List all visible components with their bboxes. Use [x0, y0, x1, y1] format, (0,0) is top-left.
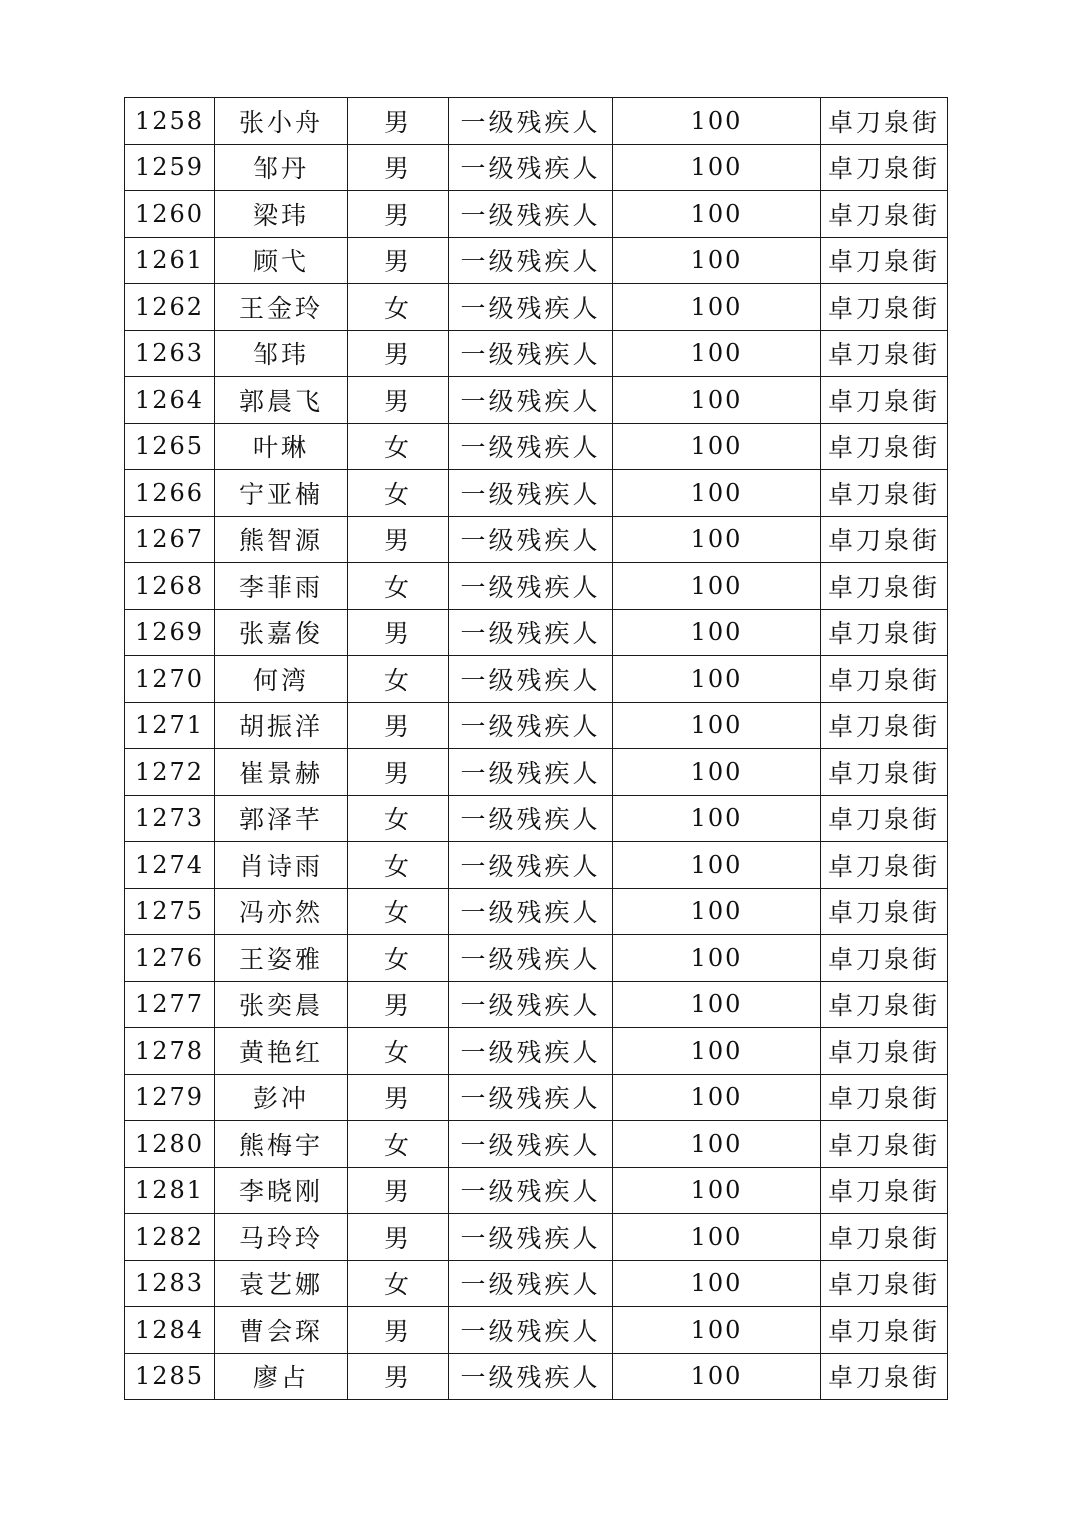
- name-cell: 王金玲: [215, 284, 348, 331]
- roster-table: [124, 97, 948, 1400]
- name-cell: 李晓刚: [215, 1167, 348, 1214]
- row-number-cell: 1259: [125, 144, 215, 191]
- gender-cell: 女: [348, 842, 449, 889]
- street-cell: 卓刀泉街: [821, 609, 948, 656]
- amount-cell: 100: [613, 981, 821, 1028]
- amount-cell: 100: [613, 935, 821, 982]
- name-cell: 肖诗雨: [215, 842, 348, 889]
- table-row: [125, 935, 948, 982]
- table-row: [125, 144, 948, 191]
- row-number-cell: 1285: [125, 1353, 215, 1400]
- table-row: [125, 795, 948, 842]
- street-cell: 卓刀泉街: [821, 191, 948, 238]
- table-row: [125, 749, 948, 796]
- disability-level-cell: 一级残疾人: [449, 935, 613, 982]
- table-row: [125, 1074, 948, 1121]
- name-cell: 曹会琛: [215, 1307, 348, 1354]
- gender-cell: 男: [348, 516, 449, 563]
- gender-cell: 男: [348, 98, 449, 145]
- name-cell: 黄艳红: [215, 1028, 348, 1075]
- street-cell: 卓刀泉街: [821, 842, 948, 889]
- disability-level-cell: 一级残疾人: [449, 1260, 613, 1307]
- gender-cell: 女: [348, 563, 449, 610]
- disability-level-cell: 一级残疾人: [449, 330, 613, 377]
- gender-cell: 女: [348, 935, 449, 982]
- amount-cell: 100: [613, 470, 821, 517]
- table-row: [125, 237, 948, 284]
- amount-cell: 100: [613, 609, 821, 656]
- gender-cell: 男: [348, 377, 449, 424]
- row-number-cell: 1280: [125, 1121, 215, 1168]
- gender-cell: 女: [348, 470, 449, 517]
- amount-cell: 100: [613, 842, 821, 889]
- amount-cell: 100: [613, 702, 821, 749]
- name-cell: 袁艺娜: [215, 1260, 348, 1307]
- row-number-cell: 1266: [125, 470, 215, 517]
- name-cell: 张小舟: [215, 98, 348, 145]
- street-cell: 卓刀泉街: [821, 749, 948, 796]
- amount-cell: 100: [613, 749, 821, 796]
- disability-level-cell: 一级残疾人: [449, 423, 613, 470]
- amount-cell: 100: [613, 1167, 821, 1214]
- table-row: [125, 98, 948, 145]
- amount-cell: 100: [613, 1214, 821, 1261]
- street-cell: 卓刀泉街: [821, 516, 948, 563]
- row-number-cell: 1279: [125, 1074, 215, 1121]
- street-cell: 卓刀泉街: [821, 1167, 948, 1214]
- table-row: [125, 330, 948, 377]
- disability-level-cell: 一级残疾人: [449, 1353, 613, 1400]
- name-cell: 张奕晨: [215, 981, 348, 1028]
- disability-level-cell: 一级残疾人: [449, 237, 613, 284]
- street-cell: 卓刀泉街: [821, 656, 948, 703]
- disability-level-cell: 一级残疾人: [449, 1028, 613, 1075]
- name-cell: 熊梅宇: [215, 1121, 348, 1168]
- name-cell: 梁玮: [215, 191, 348, 238]
- amount-cell: 100: [613, 284, 821, 331]
- disability-level-cell: 一级残疾人: [449, 1074, 613, 1121]
- disability-level-cell: 一级残疾人: [449, 749, 613, 796]
- gender-cell: 男: [348, 1214, 449, 1261]
- row-number-cell: 1265: [125, 423, 215, 470]
- table-row: [125, 702, 948, 749]
- row-number-cell: 1278: [125, 1028, 215, 1075]
- street-cell: 卓刀泉街: [821, 1028, 948, 1075]
- disability-level-cell: 一级残疾人: [449, 1307, 613, 1354]
- table-row: [125, 656, 948, 703]
- disability-level-cell: 一级残疾人: [449, 144, 613, 191]
- name-cell: 熊智源: [215, 516, 348, 563]
- street-cell: 卓刀泉街: [821, 795, 948, 842]
- gender-cell: 女: [348, 423, 449, 470]
- amount-cell: 100: [613, 1074, 821, 1121]
- table-row: [125, 191, 948, 238]
- disability-level-cell: 一级残疾人: [449, 981, 613, 1028]
- table-row: [125, 1167, 948, 1214]
- name-cell: 崔景赫: [215, 749, 348, 796]
- street-cell: 卓刀泉街: [821, 981, 948, 1028]
- row-number-cell: 1270: [125, 656, 215, 703]
- table-row: [125, 563, 948, 610]
- name-cell: 郭泽芊: [215, 795, 348, 842]
- street-cell: 卓刀泉街: [821, 377, 948, 424]
- row-number-cell: 1261: [125, 237, 215, 284]
- name-cell: 王姿雅: [215, 935, 348, 982]
- row-number-cell: 1281: [125, 1167, 215, 1214]
- name-cell: 张嘉俊: [215, 609, 348, 656]
- gender-cell: 男: [348, 1353, 449, 1400]
- disability-level-cell: 一级残疾人: [449, 609, 613, 656]
- disability-level-cell: 一级残疾人: [449, 191, 613, 238]
- gender-cell: 男: [348, 1307, 449, 1354]
- name-cell: 何湾: [215, 656, 348, 703]
- disability-level-cell: 一级残疾人: [449, 795, 613, 842]
- gender-cell: 女: [348, 1028, 449, 1075]
- gender-cell: 男: [348, 330, 449, 377]
- name-cell: 邹丹: [215, 144, 348, 191]
- name-cell: 胡振洋: [215, 702, 348, 749]
- row-number-cell: 1284: [125, 1307, 215, 1354]
- amount-cell: 100: [613, 191, 821, 238]
- street-cell: 卓刀泉街: [821, 1074, 948, 1121]
- gender-cell: 女: [348, 656, 449, 703]
- amount-cell: 100: [613, 1028, 821, 1075]
- table-row: [125, 377, 948, 424]
- street-cell: 卓刀泉街: [821, 888, 948, 935]
- gender-cell: 男: [348, 1167, 449, 1214]
- row-number-cell: 1263: [125, 330, 215, 377]
- row-number-cell: 1262: [125, 284, 215, 331]
- row-number-cell: 1267: [125, 516, 215, 563]
- gender-cell: 女: [348, 795, 449, 842]
- gender-cell: 男: [348, 702, 449, 749]
- table-row: [125, 516, 948, 563]
- street-cell: 卓刀泉街: [821, 144, 948, 191]
- gender-cell: 女: [348, 1260, 449, 1307]
- row-number-cell: 1282: [125, 1214, 215, 1261]
- row-number-cell: 1275: [125, 888, 215, 935]
- row-number-cell: 1260: [125, 191, 215, 238]
- row-number-cell: 1258: [125, 98, 215, 145]
- name-cell: 冯亦然: [215, 888, 348, 935]
- row-number-cell: 1268: [125, 563, 215, 610]
- table-row: [125, 284, 948, 331]
- street-cell: 卓刀泉街: [821, 1214, 948, 1261]
- name-cell: 叶琳: [215, 423, 348, 470]
- disability-level-cell: 一级残疾人: [449, 563, 613, 610]
- table-row: [125, 1214, 948, 1261]
- street-cell: 卓刀泉街: [821, 1260, 948, 1307]
- street-cell: 卓刀泉街: [821, 702, 948, 749]
- gender-cell: 男: [348, 749, 449, 796]
- gender-cell: 男: [348, 1074, 449, 1121]
- gender-cell: 女: [348, 888, 449, 935]
- disability-level-cell: 一级残疾人: [449, 1167, 613, 1214]
- row-number-cell: 1271: [125, 702, 215, 749]
- street-cell: 卓刀泉街: [821, 423, 948, 470]
- disability-level-cell: 一级残疾人: [449, 516, 613, 563]
- row-number-cell: 1283: [125, 1260, 215, 1307]
- name-cell: 李菲雨: [215, 563, 348, 610]
- street-cell: 卓刀泉街: [821, 98, 948, 145]
- gender-cell: 男: [348, 191, 449, 238]
- roster-table-body: [125, 98, 948, 1400]
- table-row: [125, 609, 948, 656]
- amount-cell: 100: [613, 144, 821, 191]
- name-cell: 顾弋: [215, 237, 348, 284]
- street-cell: 卓刀泉街: [821, 1121, 948, 1168]
- row-number-cell: 1269: [125, 609, 215, 656]
- amount-cell: 100: [613, 423, 821, 470]
- street-cell: 卓刀泉街: [821, 284, 948, 331]
- amount-cell: 100: [613, 516, 821, 563]
- street-cell: 卓刀泉街: [821, 237, 948, 284]
- row-number-cell: 1272: [125, 749, 215, 796]
- disability-level-cell: 一级残疾人: [449, 98, 613, 145]
- disability-level-cell: 一级残疾人: [449, 284, 613, 331]
- table-row: [125, 1260, 948, 1307]
- amount-cell: 100: [613, 1307, 821, 1354]
- amount-cell: 100: [613, 1121, 821, 1168]
- gender-cell: 男: [348, 609, 449, 656]
- street-cell: 卓刀泉街: [821, 1353, 948, 1400]
- row-number-cell: 1273: [125, 795, 215, 842]
- table-row: [125, 1307, 948, 1354]
- gender-cell: 女: [348, 1121, 449, 1168]
- disability-level-cell: 一级残疾人: [449, 656, 613, 703]
- name-cell: 郭晨飞: [215, 377, 348, 424]
- table-row: [125, 888, 948, 935]
- table-row: [125, 981, 948, 1028]
- gender-cell: 男: [348, 981, 449, 1028]
- gender-cell: 男: [348, 144, 449, 191]
- row-number-cell: 1274: [125, 842, 215, 889]
- amount-cell: 100: [613, 377, 821, 424]
- table-row: [125, 1353, 948, 1400]
- table-row: [125, 470, 948, 517]
- street-cell: 卓刀泉街: [821, 1307, 948, 1354]
- amount-cell: 100: [613, 237, 821, 284]
- table-row: [125, 842, 948, 889]
- disability-level-cell: 一级残疾人: [449, 888, 613, 935]
- row-number-cell: 1276: [125, 935, 215, 982]
- name-cell: 廖占: [215, 1353, 348, 1400]
- street-cell: 卓刀泉街: [821, 563, 948, 610]
- disability-level-cell: 一级残疾人: [449, 377, 613, 424]
- name-cell: 彭冲: [215, 1074, 348, 1121]
- name-cell: 马玲玲: [215, 1214, 348, 1261]
- street-cell: 卓刀泉街: [821, 470, 948, 517]
- amount-cell: 100: [613, 98, 821, 145]
- name-cell: 宁亚楠: [215, 470, 348, 517]
- street-cell: 卓刀泉街: [821, 330, 948, 377]
- gender-cell: 男: [348, 237, 449, 284]
- table-row: [125, 1121, 948, 1168]
- amount-cell: 100: [613, 795, 821, 842]
- amount-cell: 100: [613, 330, 821, 377]
- disability-level-cell: 一级残疾人: [449, 470, 613, 517]
- amount-cell: 100: [613, 888, 821, 935]
- row-number-cell: 1277: [125, 981, 215, 1028]
- gender-cell: 女: [348, 284, 449, 331]
- amount-cell: 100: [613, 1260, 821, 1307]
- table-row: [125, 1028, 948, 1075]
- amount-cell: 100: [613, 1353, 821, 1400]
- disability-level-cell: 一级残疾人: [449, 1214, 613, 1261]
- table-row: [125, 423, 948, 470]
- disability-level-cell: 一级残疾人: [449, 842, 613, 889]
- disability-level-cell: 一级残疾人: [449, 702, 613, 749]
- amount-cell: 100: [613, 563, 821, 610]
- street-cell: 卓刀泉街: [821, 935, 948, 982]
- name-cell: 邹玮: [215, 330, 348, 377]
- disability-level-cell: 一级残疾人: [449, 1121, 613, 1168]
- amount-cell: 100: [613, 656, 821, 703]
- row-number-cell: 1264: [125, 377, 215, 424]
